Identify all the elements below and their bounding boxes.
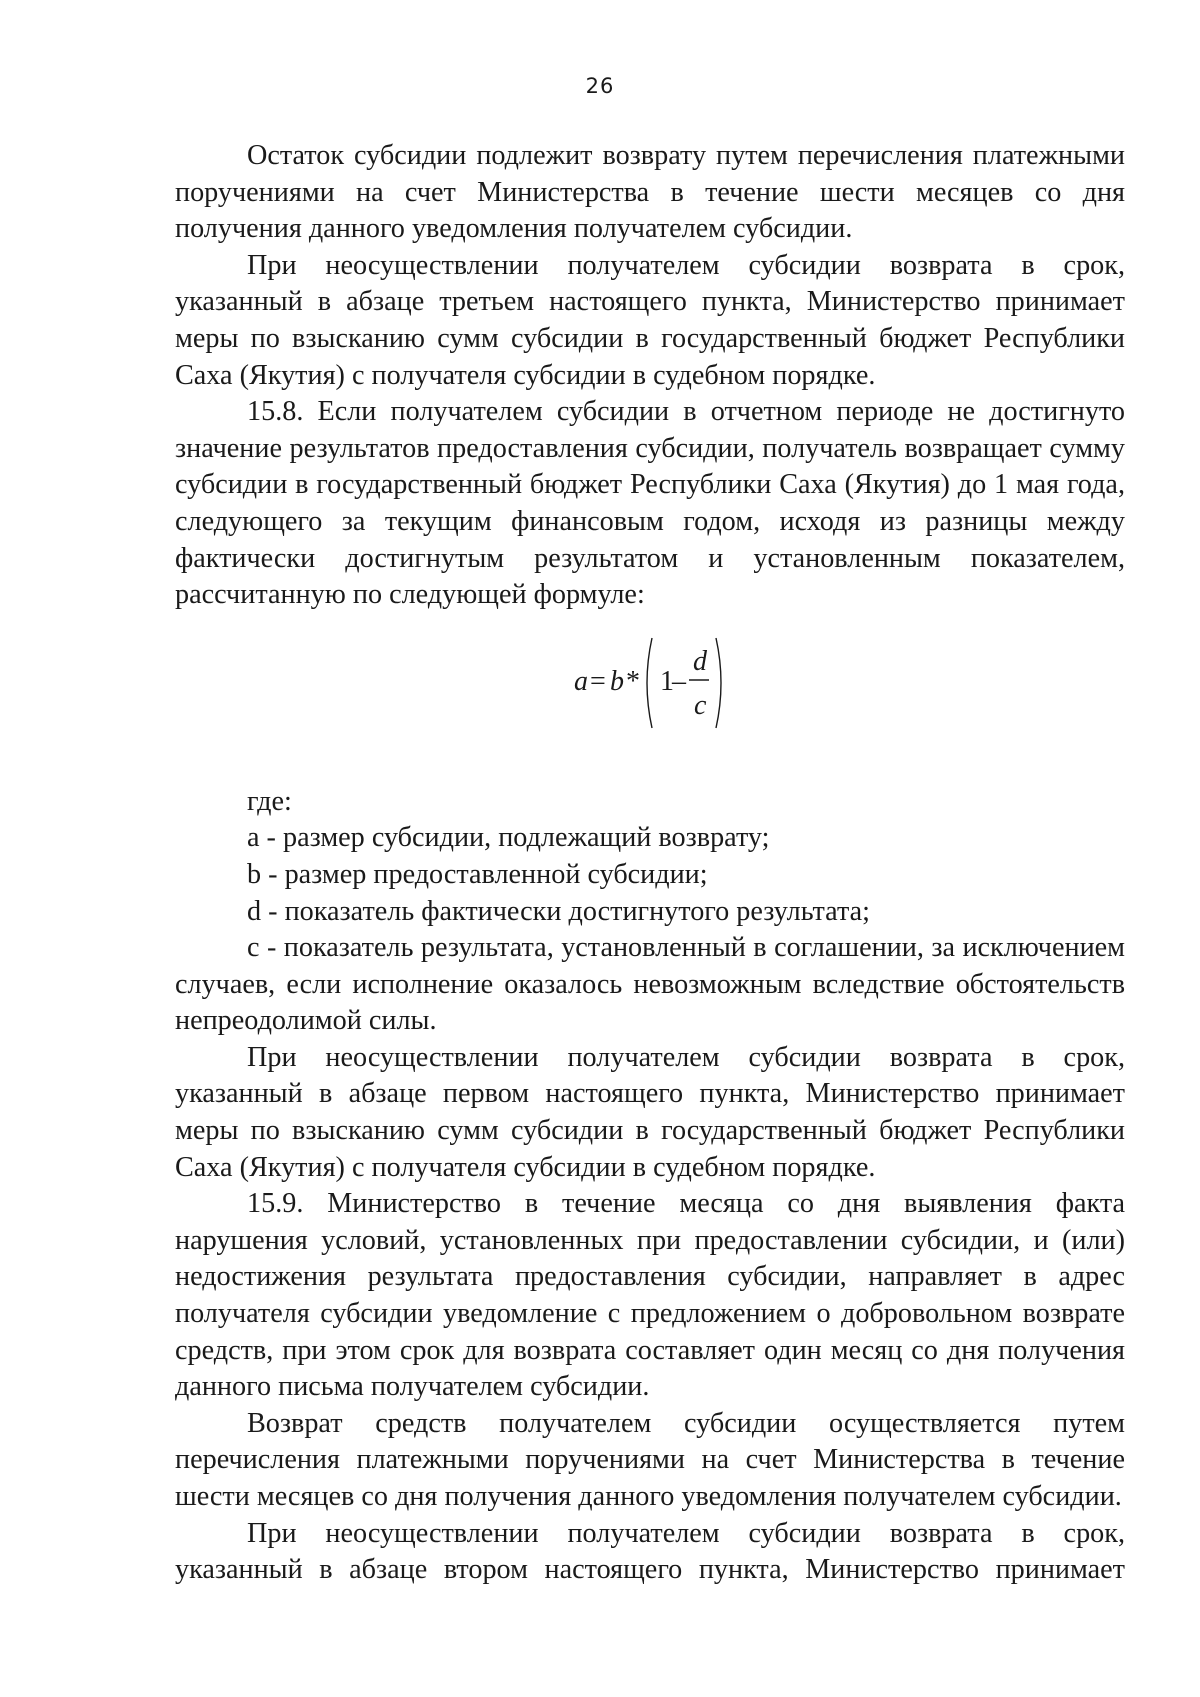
formula-denominator: c <box>694 689 707 721</box>
paragraph: 15.9. Министерство в течение месяца со дня выявления факта нарушения условий, установленных при предоставлении субсидии, и (или) недостижения результата предоставления субсидии, направляет в адрес получателя субсидии уведомление с предложением о добровольном возврате средств, при этом срок для возврата составляет один месяц со дня получения данного письма получателем субсидии. <box>175 1188 1125 1403</box>
formula-block <box>175 614 1125 784</box>
page-number: 26 <box>585 74 615 98</box>
right-paren <box>716 638 721 728</box>
refund-formula <box>572 628 732 738</box>
formula-one: 1 <box>660 665 674 697</box>
formula-numerator: d <box>693 645 707 677</box>
formula-minus: – <box>672 665 686 697</box>
paragraph: где: <box>247 785 292 817</box>
definition-a: а - размер субсидии, подлежащий возврату; <box>247 822 770 854</box>
paragraph: 15.8. Если получателем субсидии в отчетном периоде не достигнуто значение результатов предоставления субсидии, получатель возвращает сумму субсидии в государственный бюджет Республики Саха (Якутия) до 1 мая года, следующего за текущим финансовым годом, исходя из разницы между фактически достигнутым результатом и установленным показателем, рассчитанную по следующей формуле: <box>175 396 1125 611</box>
formula-times: * <box>626 665 640 697</box>
definition-b: b - размер предоставленной субсидии; <box>247 858 708 890</box>
definition-c: с - показатель результата, установленный в соглашении, за исключением случаев, если исполнение оказалось невозможным вследствие обстоятельств непреодолимой силы. <box>175 932 1125 1037</box>
paragraph: Остаток субсидии подлежит возврату путем перечисления платежными поручениями на счет Министерства в течение шести месяцев со дня получения данного уведомления получателем субсидии. <box>175 140 1125 245</box>
paragraph: При неосуществлении получателем субсидии возврата в срок, указанный в абзаце третьем настоящего пункта, Министерство принимает меры по взысканию сумм субсидии в государственный бюджет Республики Саха (Якутия) с получателя субсидии в судебном порядке. <box>175 249 1125 391</box>
paragraph: При неосуществлении получателем субсидии возврата в срок, указанный в абзаце втором настоящего пункта, Министерство принимает <box>175 1517 1125 1586</box>
definition-d: d - показатель фактически достигнутого результата; <box>247 895 870 927</box>
formula-a: a <box>574 665 588 697</box>
formula-b: b <box>610 665 624 697</box>
formula-equals: = <box>590 665 606 697</box>
left-paren <box>647 638 652 728</box>
paragraph: Возврат средств получателем субсидии осуществляется путем перечисления платежными поручениями на счет Министерства в течение шести месяцев со дня получения данного уведомления получателем субсидии. <box>175 1407 1125 1512</box>
paragraph: При неосуществлении получателем субсидии возврата в срок, указанный в абзаце первом настоящего пункта, Министерство принимает меры по взысканию сумм субсидии в государственный бюджет Республики Саха (Якутия) с получателя субсидии в судебном порядке. <box>175 1041 1125 1183</box>
document-body <box>175 138 1125 1589</box>
